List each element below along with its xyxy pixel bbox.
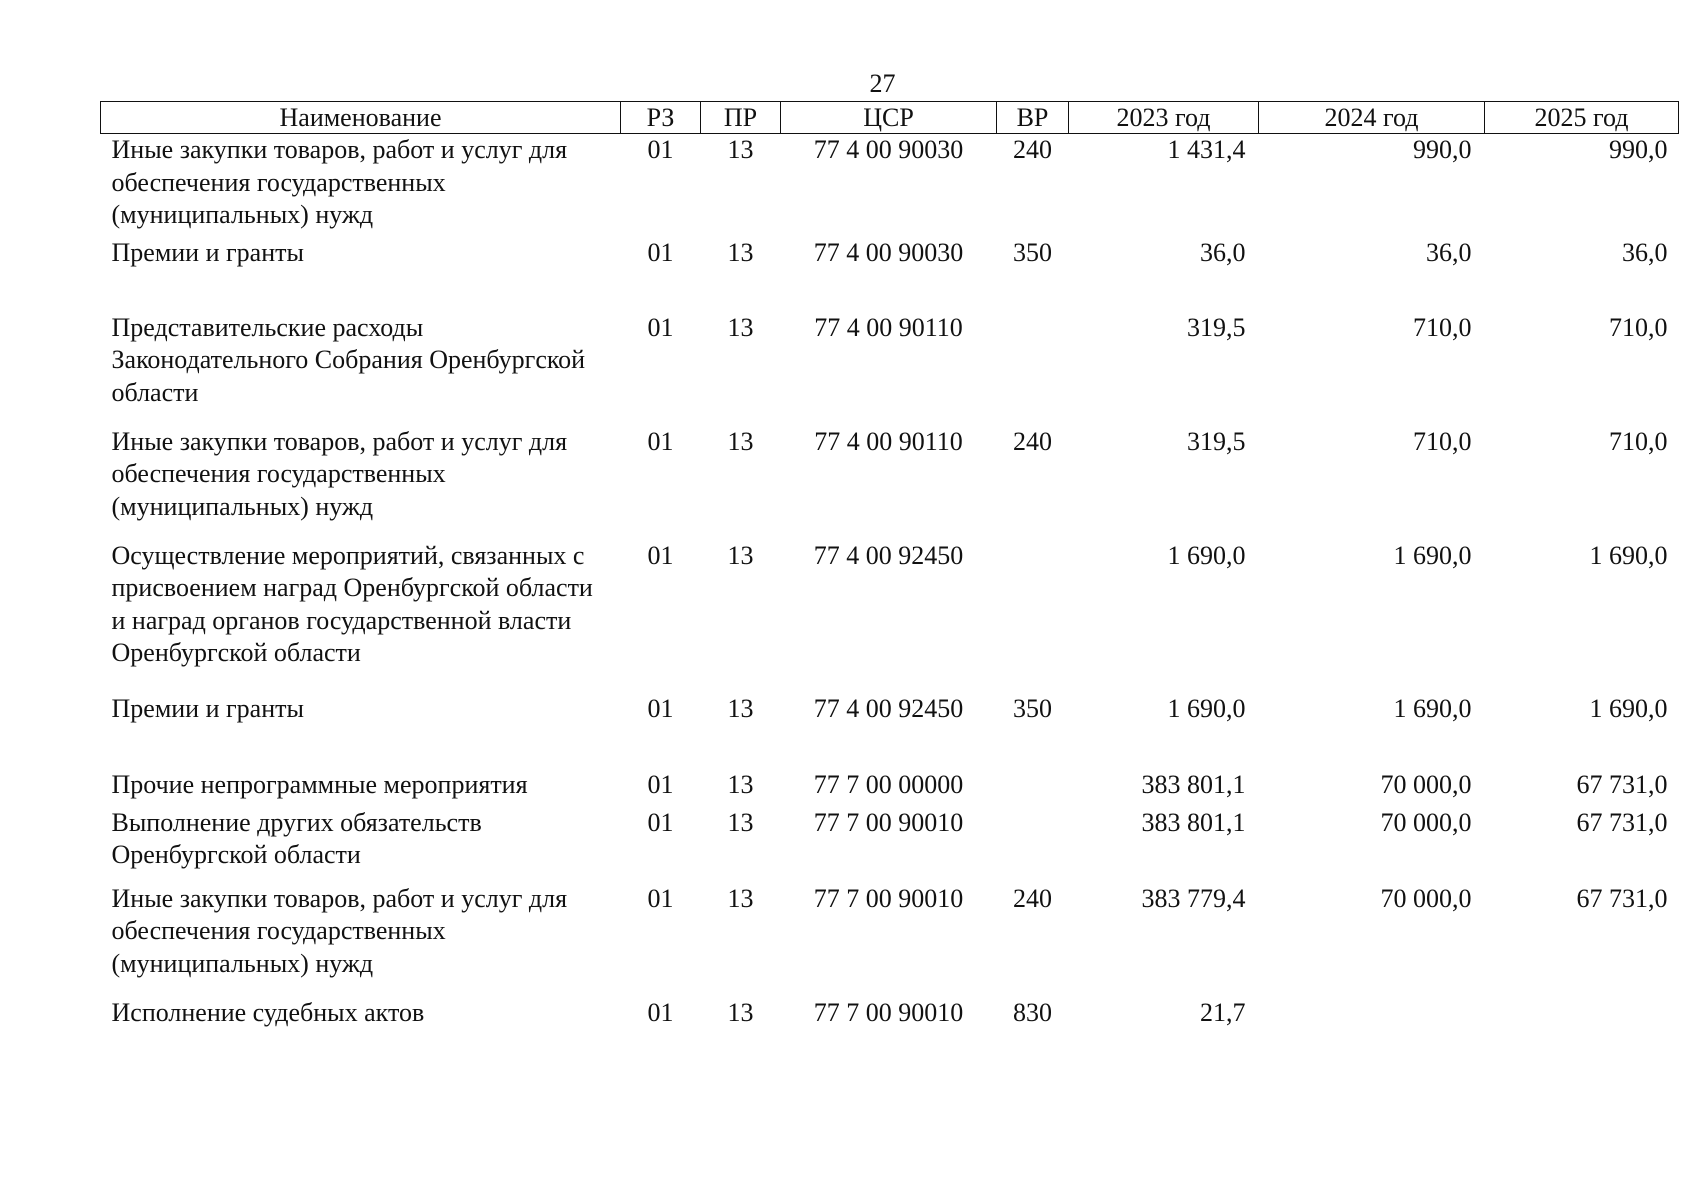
row-vr bbox=[997, 769, 1069, 807]
header-pr: ПР bbox=[701, 102, 781, 134]
row-csr: 77 4 00 92450 bbox=[813, 540, 964, 570]
row-pr: 13 bbox=[727, 312, 754, 342]
header-csr: ЦСР bbox=[781, 102, 997, 134]
row-name: Премии и гранты bbox=[111, 693, 304, 723]
row-2025: 990,0 bbox=[1609, 135, 1668, 164]
row-csr: 77 7 00 90010 bbox=[813, 997, 964, 1027]
budget-table bbox=[100, 101, 1679, 1037]
table-row bbox=[101, 883, 1679, 997]
row-name: Премии и гранты bbox=[111, 237, 304, 267]
row-2024: 710,0 bbox=[1413, 312, 1472, 342]
row-rz: 01 bbox=[647, 237, 674, 267]
table-row bbox=[101, 693, 1679, 769]
row-2023: 1 690,0 bbox=[1167, 693, 1246, 723]
row-2024: 1 690,0 bbox=[1393, 540, 1472, 570]
row-2024: 710,0 bbox=[1413, 426, 1472, 456]
row-2023: 36,0 bbox=[1200, 237, 1246, 267]
row-2024: 70 000,0 bbox=[1380, 769, 1472, 799]
table-row bbox=[101, 237, 1679, 312]
row-csr: 77 7 00 00000 bbox=[813, 769, 964, 799]
row-2024: 70 000,0 bbox=[1380, 807, 1472, 837]
row-2025 bbox=[1485, 997, 1679, 1037]
row-csr: 77 4 00 90110 bbox=[814, 312, 963, 342]
row-pr: 13 bbox=[727, 883, 754, 913]
row-vr bbox=[997, 312, 1069, 426]
row-2024: 36,0 bbox=[1426, 237, 1472, 267]
header-rz: РЗ bbox=[621, 102, 701, 134]
header-2023: 2023 год bbox=[1069, 102, 1259, 134]
row-csr: 77 7 00 90010 bbox=[813, 883, 964, 913]
page-number: 27 bbox=[869, 69, 896, 98]
row-rz: 01 bbox=[647, 883, 674, 913]
row-name: Прочие непрограммные мероприятия bbox=[111, 769, 528, 799]
row-rz: 01 bbox=[647, 807, 674, 837]
row-rz: 01 bbox=[647, 540, 674, 570]
table-row bbox=[101, 997, 1679, 1037]
row-2024 bbox=[1259, 997, 1485, 1037]
row-csr: 77 4 00 90110 bbox=[814, 426, 963, 456]
row-2023: 319,5 bbox=[1187, 426, 1246, 456]
row-rz: 01 bbox=[647, 312, 674, 342]
row-pr: 13 bbox=[727, 769, 754, 799]
row-vr: 350 bbox=[1013, 237, 1052, 267]
row-2024: 70 000,0 bbox=[1380, 883, 1472, 913]
row-2023: 383 801,1 bbox=[1141, 807, 1246, 837]
row-pr: 13 bbox=[727, 997, 754, 1027]
row-vr bbox=[997, 540, 1069, 693]
row-2025: 710,0 bbox=[1609, 426, 1668, 456]
row-2024: 990,0 bbox=[1413, 135, 1472, 164]
row-2023: 383 779,4 bbox=[1141, 883, 1246, 913]
row-name: Исполнение судебных актов bbox=[111, 997, 425, 1027]
row-2023: 319,5 bbox=[1187, 312, 1246, 342]
row-2025: 67 731,0 bbox=[1576, 769, 1668, 799]
row-rz: 01 bbox=[647, 769, 674, 799]
row-name: Осуществление мероприятий, связанных с присвоением наград Оренбургской области и наград органов государственной власти Оренбургской области bbox=[111, 540, 593, 667]
row-2024: 1 690,0 bbox=[1393, 693, 1472, 723]
row-pr: 13 bbox=[727, 693, 754, 723]
table-row bbox=[101, 807, 1679, 883]
row-name: Выполнение других обязательств Оренбургской области bbox=[111, 807, 482, 869]
row-csr: 77 4 00 90030 bbox=[813, 135, 964, 164]
table-row bbox=[101, 540, 1679, 693]
header-name: Наименование bbox=[101, 102, 621, 134]
row-pr: 13 bbox=[727, 426, 754, 456]
row-name: Иные закупки товаров, работ и услуг для обеспечения государственных (муниципальных) нужд bbox=[111, 883, 568, 978]
row-2023: 21,7 bbox=[1200, 997, 1246, 1027]
table-row bbox=[101, 312, 1679, 426]
row-2025: 67 731,0 bbox=[1576, 807, 1668, 837]
row-name: Иные закупки товаров, работ и услуг для обеспечения государственных (муниципальных) нужд bbox=[111, 135, 568, 229]
row-csr: 77 4 00 92450 bbox=[813, 693, 964, 723]
row-rz: 01 bbox=[647, 997, 674, 1027]
row-rz: 01 bbox=[647, 426, 674, 456]
row-2025: 67 731,0 bbox=[1576, 883, 1668, 913]
row-rz: 01 bbox=[647, 693, 674, 723]
row-vr: 240 bbox=[1013, 135, 1052, 164]
row-vr bbox=[997, 807, 1069, 883]
row-pr: 13 bbox=[727, 540, 754, 570]
row-2025: 36,0 bbox=[1622, 237, 1668, 267]
row-2023: 383 801,1 bbox=[1141, 769, 1246, 799]
row-rz: 01 bbox=[647, 135, 674, 164]
row-pr: 13 bbox=[727, 237, 754, 267]
row-2023: 1 431,4 bbox=[1167, 135, 1246, 164]
row-vr: 240 bbox=[1013, 883, 1052, 913]
row-pr: 13 bbox=[727, 135, 754, 164]
row-vr: 830 bbox=[1013, 997, 1052, 1027]
header-vr: ВР bbox=[997, 102, 1069, 134]
row-name: Иные закупки товаров, работ и услуг для обеспечения государственных (муниципальных) нужд bbox=[111, 426, 568, 521]
table-row bbox=[101, 426, 1679, 540]
table-header-row bbox=[101, 102, 1679, 134]
row-vr: 240 bbox=[1013, 426, 1052, 456]
header-2025: 2025 год bbox=[1485, 102, 1679, 134]
row-csr: 77 4 00 90030 bbox=[813, 237, 964, 267]
row-2025: 710,0 bbox=[1609, 312, 1668, 342]
row-csr: 77 7 00 90010 bbox=[813, 807, 964, 837]
row-vr: 350 bbox=[1013, 693, 1052, 723]
header-2024: 2024 год bbox=[1259, 102, 1485, 134]
row-pr: 13 bbox=[727, 807, 754, 837]
row-name: Представительские расходы Законодательного Собрания Оренбургской области bbox=[111, 312, 586, 407]
table-row bbox=[101, 769, 1679, 807]
row-2025: 1 690,0 bbox=[1589, 540, 1668, 570]
table-row bbox=[101, 134, 1679, 237]
row-2023: 1 690,0 bbox=[1167, 540, 1246, 570]
row-2025: 1 690,0 bbox=[1589, 693, 1668, 723]
